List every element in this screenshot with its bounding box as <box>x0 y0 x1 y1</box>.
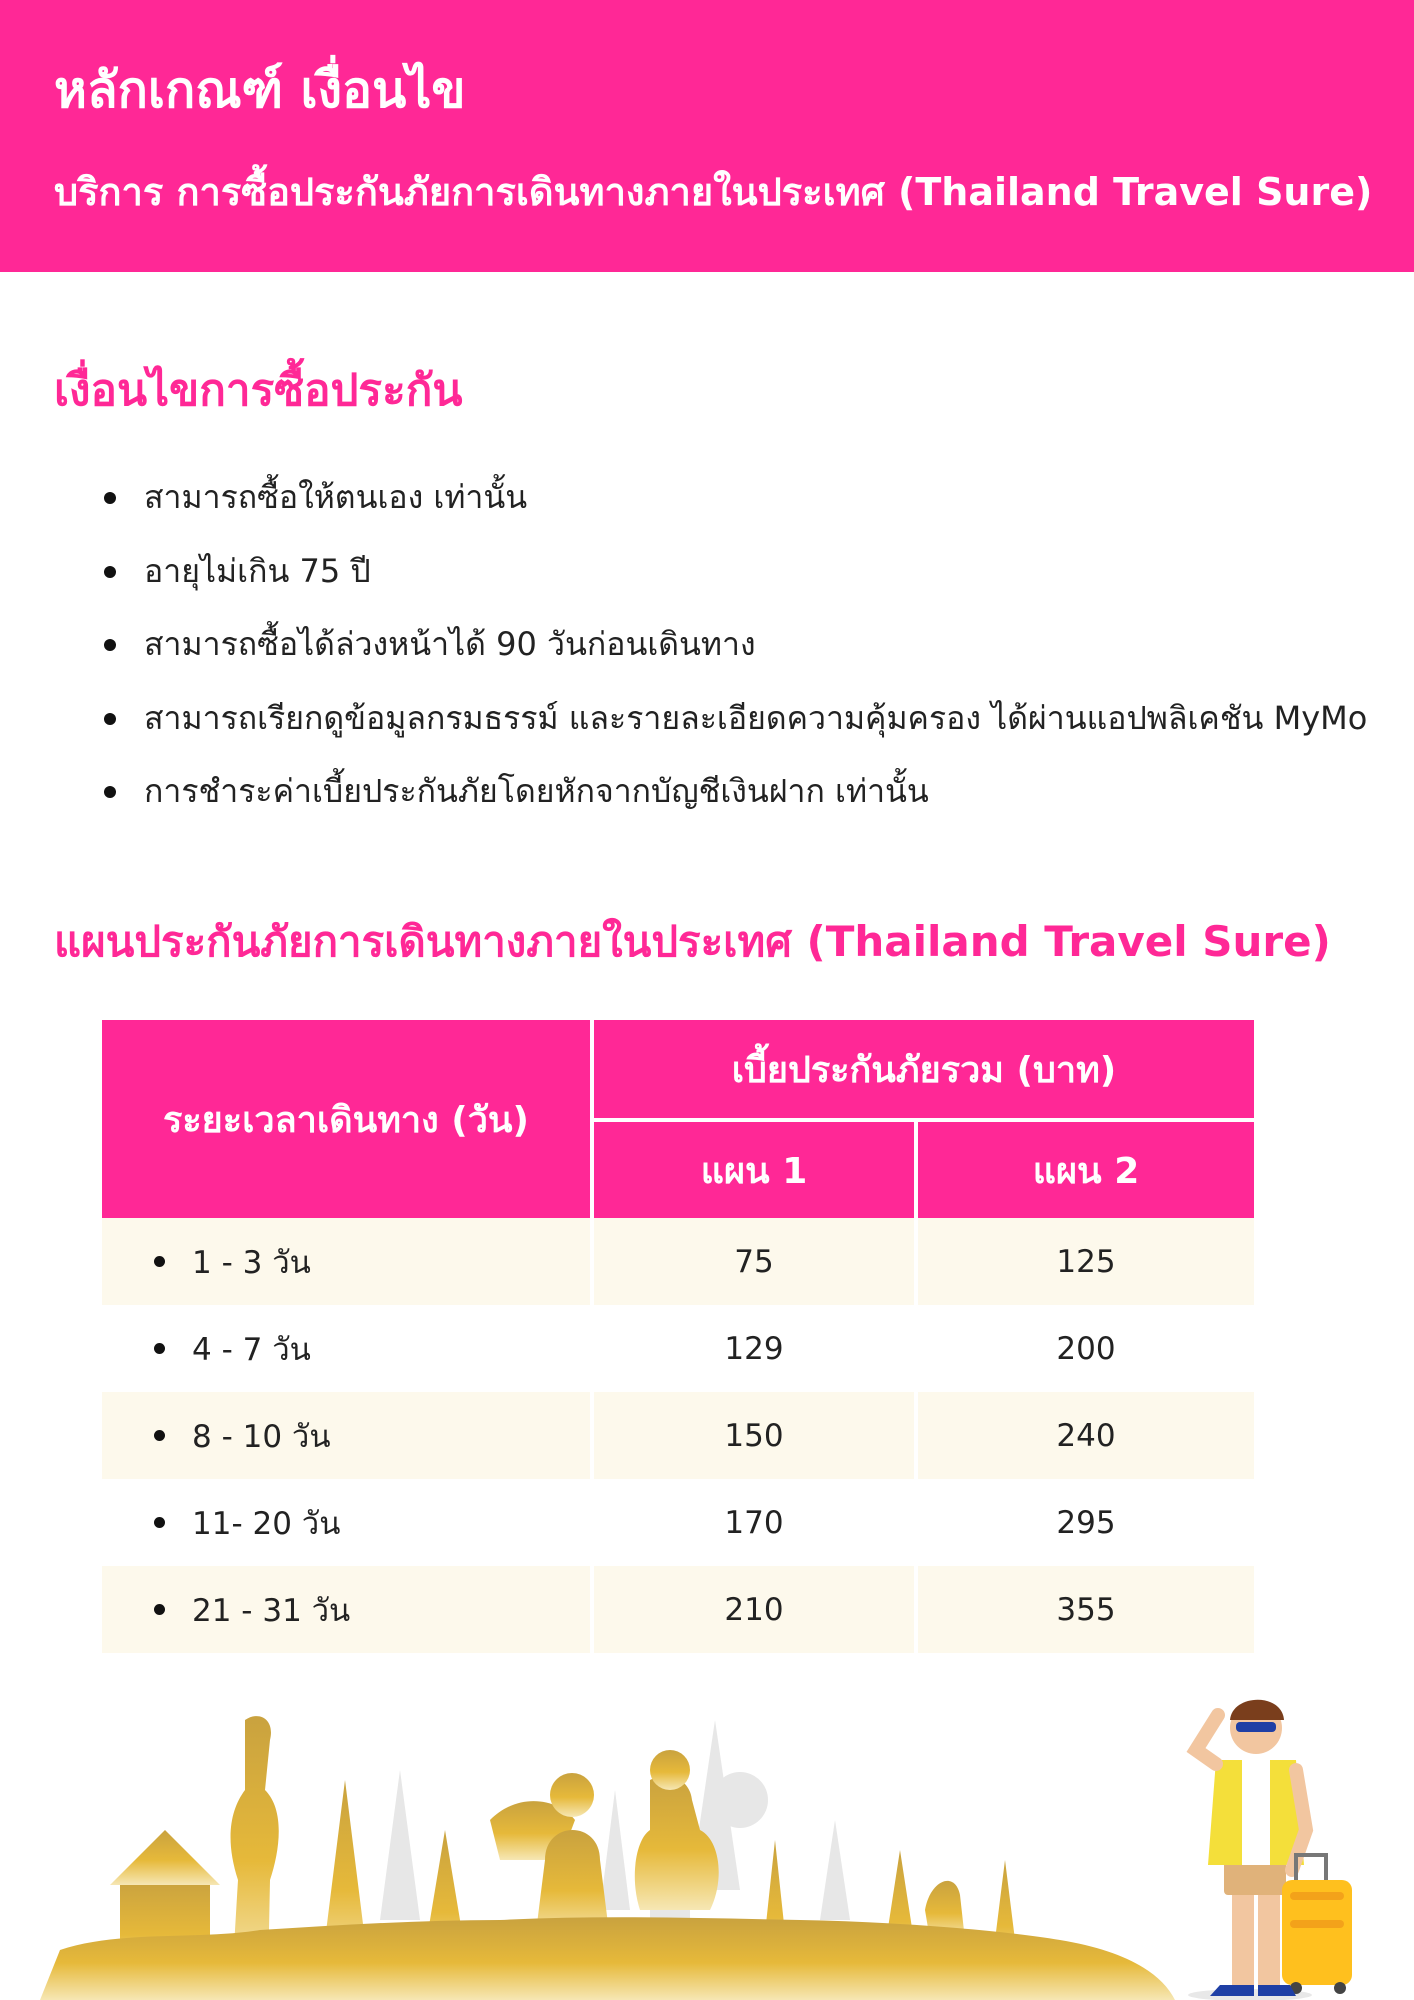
table-header <box>102 1020 1254 1218</box>
page-title: หลักเกณฑ์ เงื่อนไข <box>54 61 466 119</box>
conditions-heading: เงื่อนไขการซื้อประกัน <box>54 365 463 416</box>
list-item: สามารถซื้อได้ล่วงหน้าได้ 90 วันก่อนเดินทาง <box>0 612 1367 686</box>
conditions-list <box>0 465 1367 833</box>
column-header-premium: เบี้ยประกันภัยรวม (บาท) <box>594 1020 1254 1118</box>
list-item: สามารถซื้อให้ตนเอง เท่านั้น <box>0 465 1367 539</box>
list-item: อายุไม่เกิน 75 ปี <box>0 539 1367 613</box>
table-row <box>102 1305 1254 1392</box>
plan1-cell: 150 <box>724 1417 784 1454</box>
duration-cell: 8 - 10 วัน <box>102 1392 590 1479</box>
illustration-footer <box>0 1680 1414 2000</box>
plan2-cell: 355 <box>1056 1591 1116 1628</box>
plan1-cell: 129 <box>724 1330 784 1367</box>
plan1-cell: 75 <box>734 1243 774 1280</box>
column-header-plan2: แผน 2 <box>918 1122 1254 1218</box>
traveler-with-suitcase-icon <box>1188 1700 1352 2000</box>
list-item: การชำระค่าเบี้ยประกันภัยโดยหักจากบัญชีเงินฝาก เท่านั้น <box>0 759 1367 833</box>
plans-heading: แผนประกันภัยการเดินทางภายในประเทศ (Thailand Travel Sure) <box>54 917 1331 966</box>
table-row <box>102 1479 1254 1566</box>
premium-table <box>102 1020 1254 1653</box>
duration-cell: 21 - 31 วัน <box>102 1566 590 1653</box>
page-subtitle: บริการ การซื้อประกันภัยการเดินทางภายในประเทศ (Thailand Travel Sure) <box>54 170 1373 214</box>
duration-cell: 1 - 3 วัน <box>102 1218 590 1305</box>
plan2-cell: 200 <box>1056 1330 1116 1367</box>
table-row <box>102 1392 1254 1479</box>
table-row <box>102 1566 1254 1653</box>
column-header-plan1: แผน 1 <box>594 1122 914 1218</box>
plan2-cell: 295 <box>1056 1504 1116 1541</box>
header-banner <box>0 0 1414 272</box>
plan2-cell: 125 <box>1056 1243 1116 1280</box>
table-body <box>102 1218 1254 1653</box>
plan1-cell: 170 <box>724 1504 784 1541</box>
plan2-cell: 240 <box>1056 1417 1116 1454</box>
table-row <box>102 1218 1254 1305</box>
plan1-cell: 210 <box>724 1591 784 1628</box>
list-item: สามารถเรียกดูข้อมูลกรมธรรม์ และรายละเอียดความคุ้มครอง ได้ผ่านแอปพลิเคชัน MyMo <box>0 686 1367 760</box>
duration-cell: 4 - 7 วัน <box>102 1305 590 1392</box>
duration-cell: 11- 20 วัน <box>102 1479 590 1566</box>
column-header-duration: ระยะเวลาเดินทาง (วัน) <box>102 1020 590 1218</box>
